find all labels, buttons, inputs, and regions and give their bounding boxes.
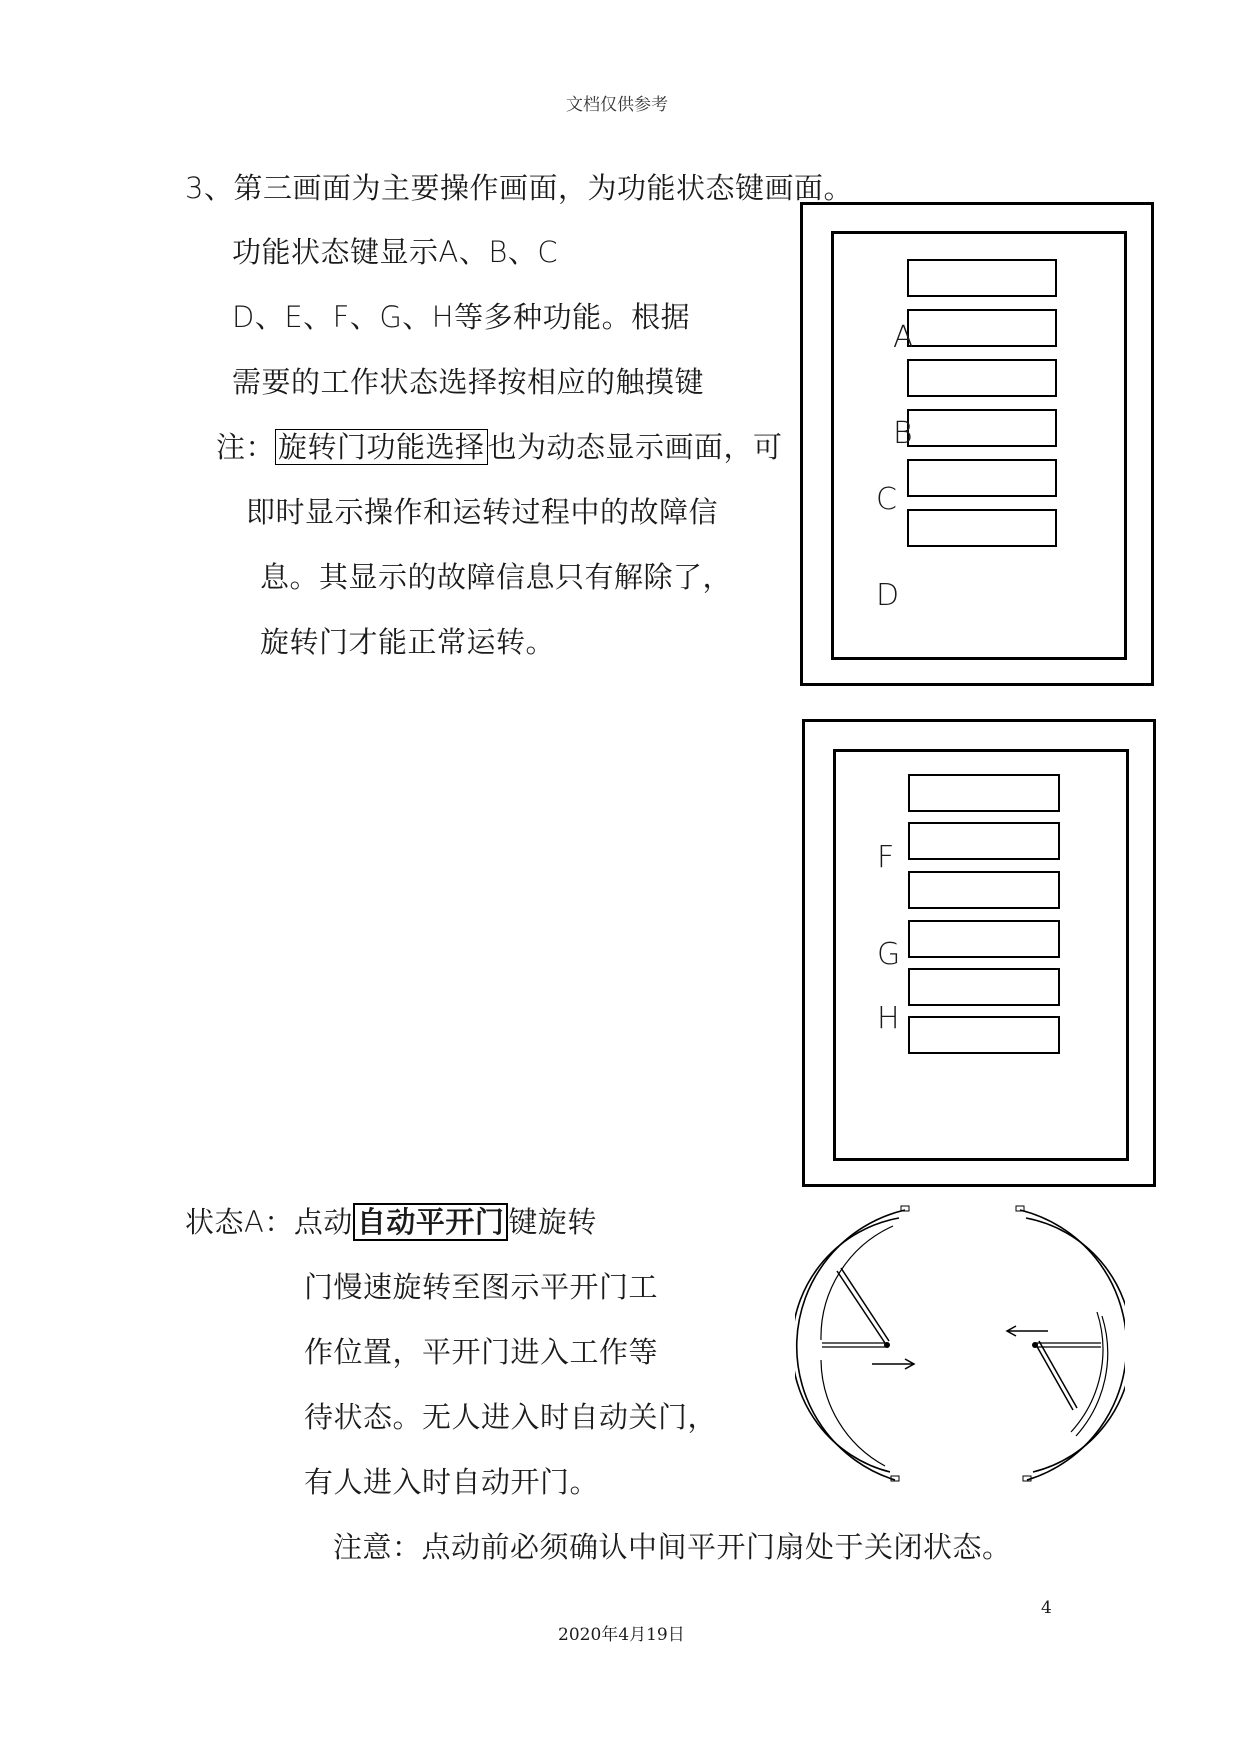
function-key: [907, 259, 1057, 297]
state-a-line-1: [185, 1200, 597, 1241]
function-key: [907, 459, 1057, 497]
label-d: D: [876, 578, 900, 613]
revolving-door-diagram: [795, 1200, 1125, 1490]
label-g: G: [877, 937, 901, 972]
label-c: C: [876, 482, 897, 517]
section-heading: 3、第三画面为主要操作画面，为功能状态键画面。: [185, 171, 853, 205]
note-line-1: [216, 425, 783, 466]
function-key: [908, 968, 1060, 1006]
footer-date: 2020年4月19日: [558, 1625, 685, 1645]
label-a: A: [893, 320, 914, 355]
state-a-suffix: 键旋转: [508, 1205, 597, 1239]
page-number: 4: [1041, 1598, 1052, 1618]
function-key: [908, 774, 1060, 812]
auto-swing-door-key: 自动平开门: [353, 1203, 509, 1241]
function-key: [908, 871, 1060, 909]
body-line-3: 需要的工作状态选择按相应的触摸键: [232, 365, 705, 399]
body-line-1: 功能状态键显示A、B、C: [232, 235, 559, 269]
note-suffix: 也为动态显示画面，可: [487, 430, 783, 464]
rotary-function-select-key: 旋转门功能选择: [275, 429, 488, 465]
note-line-2: 即时显示操作和运转过程中的故障信: [246, 495, 719, 529]
state-a-line-3: 作位置，平开门进入工作等: [304, 1335, 659, 1369]
function-key: [907, 509, 1057, 547]
function-key: [907, 309, 1057, 347]
label-h: H: [877, 1001, 900, 1036]
note-line-4: 旋转门才能正常运转。: [260, 625, 556, 659]
body-line-2: D、E、F、G、H等多种功能。根据: [232, 300, 691, 334]
function-key: [908, 822, 1060, 860]
note-line-3: 息。其显示的故障信息只有解除了，: [260, 560, 733, 594]
state-a-warning: 注意：点动前必须确认中间平开门扇处于关闭状态。: [333, 1530, 1012, 1564]
state-a-line-5: 有人进入时自动开门。: [304, 1465, 600, 1499]
function-key: [907, 409, 1057, 447]
function-key: [907, 359, 1057, 397]
note-prefix: 注：: [216, 430, 276, 464]
function-key: [908, 1016, 1060, 1054]
label-b: B: [893, 416, 913, 451]
label-f: F: [877, 840, 895, 875]
state-a-line-4: 待状态。无人进入时自动关门，: [304, 1400, 718, 1434]
state-a-prefix: 状态A：点动: [185, 1205, 353, 1239]
function-key: [908, 920, 1060, 958]
page-header: 文档仅供参考: [566, 95, 668, 115]
state-a-line-2: 门慢速旋转至图示平开门工: [304, 1270, 659, 1304]
